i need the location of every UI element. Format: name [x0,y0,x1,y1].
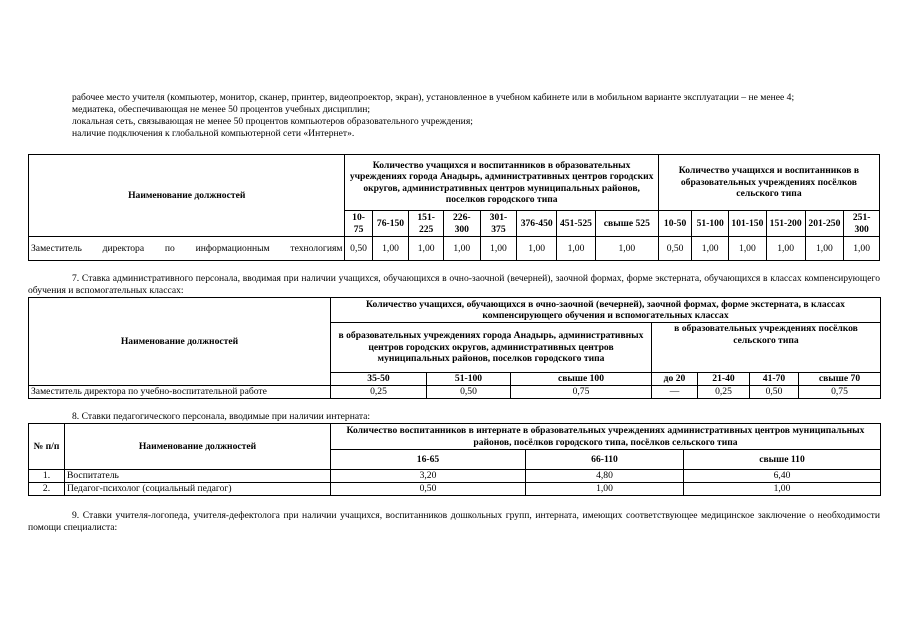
table1-range: свыше 525 [595,211,658,237]
table1-range: 10-75 [345,211,372,237]
intro-paragraph-3: локальная сеть, связывающая не менее 50 процентов компьютеров образовательного учреждения; [72,116,473,127]
table1-range: 251-300 [844,211,880,237]
table-admin-evening [28,297,881,399]
table2-cell: 0,75 [511,386,652,399]
table1-cell: 1,00 [766,237,805,261]
table3-range: 66-110 [526,450,684,470]
table2-range: 41-70 [750,373,799,386]
table-boarding-staff [28,423,881,496]
table1-range: 101-150 [729,211,767,237]
paragraph-8: 8. Ставки педагогического персонала, вводимые при наличии интерната: [72,411,371,422]
table1-cell: 1,00 [480,237,517,261]
table1-range: 151-200 [766,211,805,237]
table1-cell: 1,00 [409,237,444,261]
table1-cell: 1,00 [844,237,880,261]
table3-header-num: № п/п [29,424,65,470]
table2-cell: 0,50 [750,386,799,399]
table2-range: 21-40 [698,373,750,386]
table1-range: 76-150 [372,211,409,237]
paragraph-9: 9. Ставки учителя-логопеда, учителя-дефектолога при наличии учащихся, воспитанников дошкольных групп, интерната, имеющих соответствующее медицинское заключение о необходимости помощи специалиста: [28,510,880,533]
table3-row-num: 2. [29,483,65,496]
table3-range: 16-65 [331,450,526,470]
table2-row-label: Заместитель директора по учебно-воспитательной работе [29,386,331,399]
table1-cell: 1,00 [557,237,596,261]
table2-header-position: Наименование должностей [29,298,331,386]
table3-cell: 1,00 [684,483,881,496]
table1-range: 10-50 [658,211,692,237]
table2-range: до 20 [652,373,698,386]
table1-row-label: Заместитель директора по информационным технологиям [29,237,345,261]
table2-cell: 0,25 [698,386,750,399]
table1-header-city: Количество учащихся и воспитанников в образовательных учреждениях города Анадырь, административных центров городских округов, административных центров муниципальных районов, поселков городского типа [345,155,658,211]
table3-cell: 0,50 [331,483,526,496]
table3-row-label: Воспитатель [65,470,331,483]
table1-header-position: Наименование должностей [29,155,345,237]
table2-cell: 0,50 [427,386,511,399]
table3-row-label: Педагог-психолог (социальный педагог) [65,483,331,496]
table1-range: 51-100 [692,211,729,237]
table3-cell: 3,20 [331,470,526,483]
table1-cell: 1,00 [805,237,844,261]
table1-header-rural: Количество учащихся и воспитанников в образовательных учреждениях посёлков сельского типа [658,155,879,211]
paragraph-7: 7. Ставка административного персонала, вводимая при наличии учащихся, обучающихся в очно-заочной (вечерней), заочной формах, форме экстерната, обучающихся в классах компенсирующего обучения и вспомогательных классах: [28,273,880,296]
table1-range: 151-225 [409,211,444,237]
table1-cell: 1,00 [443,237,480,261]
table1-cell: 1,00 [729,237,767,261]
table1-cell: 0,50 [345,237,372,261]
table3-header-position: Наименование должностей [65,424,331,470]
table3-cell: 1,00 [526,483,684,496]
table1-cell: 1,00 [692,237,729,261]
table3-range: свыше 110 [684,450,881,470]
table2-cell: — [652,386,698,399]
intro-paragraph-1: рабочее место учителя (компьютер, монитор, сканер, принтер, видеопроектор, экран), установленное в учебном кабинете или в мобильном варианте эксплуатации – не менее 4; [72,92,795,103]
table3-cell: 6,40 [684,470,881,483]
table2-range: 51-100 [427,373,511,386]
table1-range: 376-450 [517,211,557,237]
table3-cell: 4,80 [526,470,684,483]
table2-header-top: Количество учащихся, обучающихся в очно-заочной (вечерней), заочной формах, форме экстерната, в классах компенсирующего обучения и вспомогательных классах [331,298,881,323]
table2-header-rural: в образовательных учреждениях посёлков сельского типа [652,323,881,373]
table-it-deputy [28,154,880,261]
table3-row-num: 1. [29,470,65,483]
document-page [28,92,880,534]
table1-range: 301-375 [480,211,517,237]
table1-range: 201-250 [805,211,844,237]
table3-header-group: Количество воспитанников в интернате в образовательных учреждениях административных центров муниципальных районов, посёлков городского типа, посёлков сельского типа [331,424,881,450]
table1-cell: 0,50 [658,237,692,261]
table1-cell: 1,00 [372,237,409,261]
table2-cell: 0,75 [799,386,881,399]
table2-header-city: в образовательных учреждениях города Анадырь, административных центров городских округов, административных центров муниципальных районов, поселков городского типа [331,323,652,373]
intro-paragraph-2: медиатека, обеспечивающая не менее 50 процентов учебных дисциплин; [72,104,371,115]
table2-range: 35-50 [331,373,427,386]
intro-paragraph-4: наличие подключения к глобальной компьютерной сети «Интернет». [72,128,355,139]
table1-range: 226-300 [443,211,480,237]
table1-cell: 1,00 [595,237,658,261]
table2-range: свыше 100 [511,373,652,386]
table1-cell: 1,00 [517,237,557,261]
table2-range: свыше 70 [799,373,881,386]
table2-cell: 0,25 [331,386,427,399]
table1-range: 451-525 [557,211,596,237]
